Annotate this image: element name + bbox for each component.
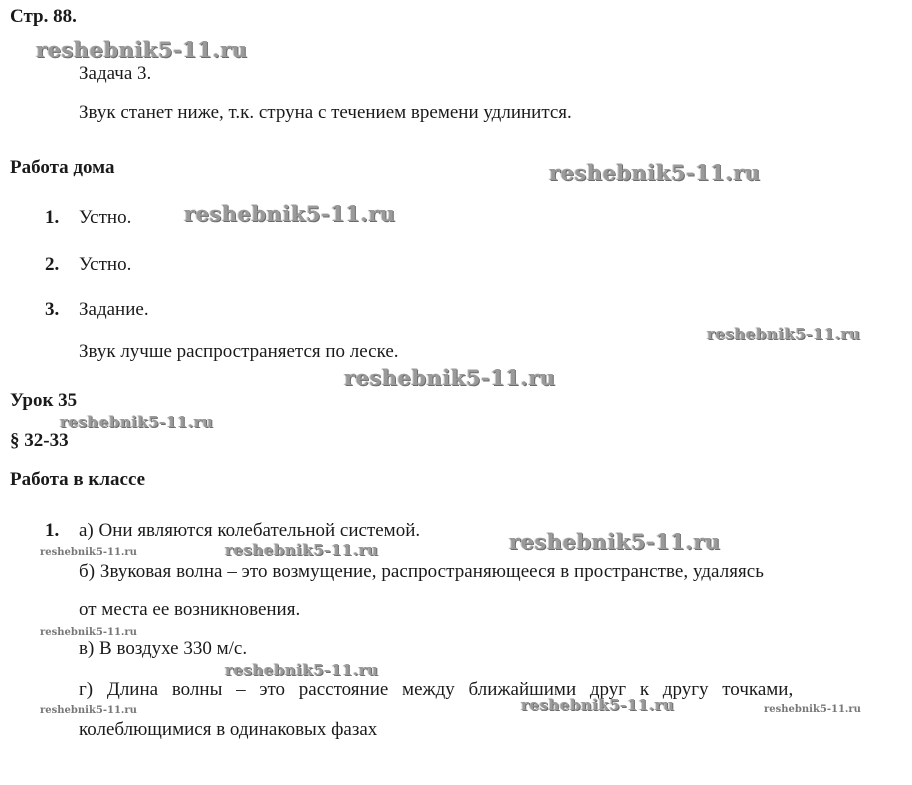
classwork-answer-b-line1: б) Звуковая волна – это возмущение, распространяющееся в пространстве, удаляясь bbox=[79, 561, 764, 582]
lesson-section: § 32-33 bbox=[10, 430, 69, 451]
page-header: Стр. 88. bbox=[10, 6, 77, 27]
homework-item-1-number: 1. bbox=[45, 207, 60, 228]
watermark: reshebnik5-11.ru bbox=[521, 696, 675, 714]
watermark: reshebnik5-11.ru bbox=[509, 529, 721, 554]
task3-title: Задача 3. bbox=[79, 63, 152, 84]
classwork-answer-c: в) В воздухе 330 м/с. bbox=[79, 638, 248, 659]
watermark: reshebnik5-11.ru bbox=[225, 541, 379, 559]
homework-item-3-text: Задание. bbox=[79, 299, 149, 320]
homework-item-2-text: Устно. bbox=[79, 254, 132, 275]
watermark: reshebnik5-11.ru bbox=[36, 37, 248, 62]
homework-item-2-number: 2. bbox=[45, 254, 60, 275]
classwork-heading: Работа в классе bbox=[10, 469, 146, 490]
watermark: reshebnik5-11.ru bbox=[344, 365, 556, 390]
classwork-answer-b-line2: от места ее возникновения. bbox=[79, 599, 301, 620]
homework-heading: Работа дома bbox=[10, 157, 115, 178]
classwork-answer-d-line2: колеблющимися в одинаковых фазах bbox=[79, 719, 378, 740]
watermark: reshebnik5-11.ru bbox=[184, 201, 396, 226]
watermark: reshebnik5-11.ru bbox=[40, 547, 137, 558]
watermark: reshebnik5-11.ru bbox=[40, 627, 137, 638]
watermark: reshebnik5-11.ru bbox=[549, 160, 761, 185]
watermark: reshebnik5-11.ru bbox=[225, 661, 379, 679]
watermark: reshebnik5-11.ru bbox=[764, 704, 861, 715]
homework-item-3-detail: Звук лучше распространяется по леске. bbox=[79, 341, 399, 362]
watermark: reshebnik5-11.ru bbox=[60, 413, 214, 431]
homework-item-3-number: 3. bbox=[45, 299, 60, 320]
lesson-title: Урок 35 bbox=[10, 390, 78, 411]
classwork-answer-d-line1: г) Длина волны – это расстояние между ближайшими друг к другу точками, bbox=[79, 679, 794, 700]
classwork-item-1-number: 1. bbox=[45, 520, 60, 541]
watermark: reshebnik5-11.ru bbox=[40, 705, 137, 716]
watermark: reshebnik5-11.ru bbox=[707, 325, 861, 343]
classwork-answer-a: а) Они являются колебательной системой. bbox=[79, 520, 421, 541]
homework-item-1-text: Устно. bbox=[79, 207, 132, 228]
task3-text: Звук станет ниже, т.к. струна с течением времени удлинится. bbox=[79, 102, 572, 123]
